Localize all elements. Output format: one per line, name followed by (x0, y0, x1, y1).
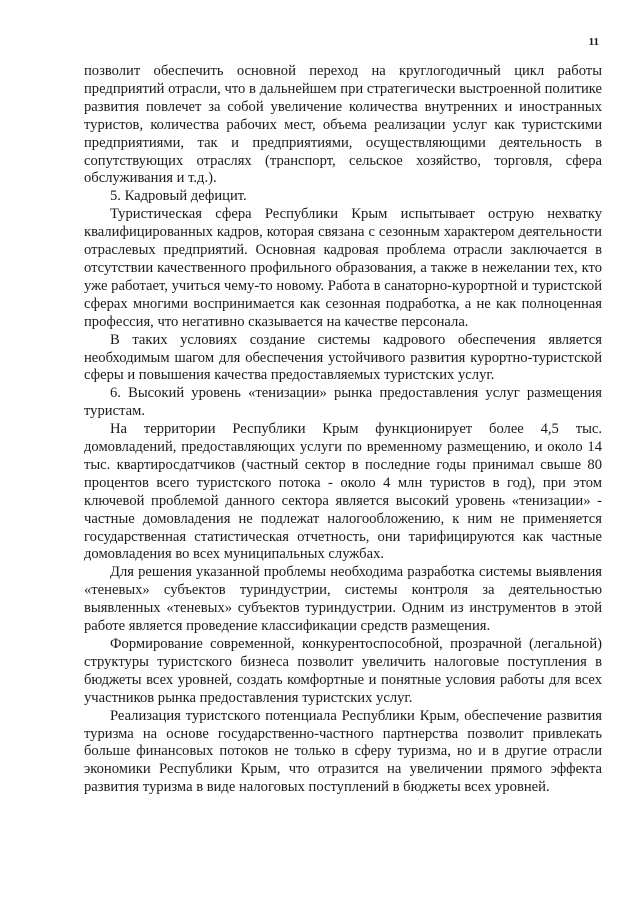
paragraph: Формирование современной, конкурентоспособной, прозрачной (легальной) структуры туристского бизнеса позволит увеличить налоговые поступления в бюджеты всех уровней, создать комфортные и понятные условия работы для всех участников рынка предоставления туристских услуг. (84, 636, 602, 706)
paragraph: Для решения указанной проблемы необходима разработка системы выявления «теневых» субъектов туриндустрии, системы контроля за деятельностью выявленных «теневых» субъектов туриндустрии. Одним из инструментов в этой работе является проведение классификации средств размещения. (84, 564, 602, 635)
paragraph: Реализация туристского потенциала Республики Крым, обеспечение развития туризма на основе государственно-частного партнерства позволит привлекать больше финансовых потоков не только в сферу туризма, но и в другие отрасли экономики Республики Крым, что отразится на увеличении прямого эффекта развития туризма в виде налоговых поступлений в бюджеты всех уровней. (84, 707, 602, 796)
paragraph: В таких условиях создание системы кадрового обеспечения является необходимым шагом для обеспечения устойчивого развития курортно-туристской сферы и повышения качества предоставляемых туристских услуг. (84, 331, 602, 384)
paragraph-continuation: позволит обеспечить основной переход на круглогодичный цикл работы предприятий отрасли, что в дальнейшем при стратегически выстроенной политике развития повлечет за собой увеличение количества внутренних и иностранных туристов, количества рабочих мест, объема реализации услуг как туристскими предприятиями, так и предприятиями, осуществляющими деятельность в сопутствующих отраслях (транспорт, сельское хозяйство, торговля, сфера обслуживания и т.д.). (84, 63, 602, 187)
paragraph-heading-staff-deficit: 5. Кадровый дефицит. (110, 188, 247, 205)
paragraph: Туристическая сфера Республики Крым испытывает острую нехватку квалифицированных кадров, которая связана с сезонным характером деятельности отраслевых предприятий. Основная кадровая проблема отрасли заключается в отсутствии качественного профильного образования, а также в нежелании тех, кто уже работает, учиться чему-то новому. Работа в санаторно-курортной и туристской сферах многими воспринимается как сезонная подработка, а не как полноценная профессия, что негативно сказывается на качестве персонала. (84, 206, 602, 330)
page-number: 11 (588, 36, 599, 48)
paragraph-heading-shadow-market: 6. Высокий уровень «тенизации» рынка предоставления услуг размещения туристам. (84, 385, 602, 420)
document-body (84, 63, 602, 797)
paragraph: На территории Республики Крым функционирует более 4,5 тыс. домовладений, предоставляющих услуги по временному размещению, и около 14 тыс. квартиросдатчиков (частный сектор в последние годы принимал свыше 80 процентов всего туристского потока - около 4 млн туристов в год), при этом ключевой проблемой данного сектора является высокий уровень «тенизации» - частные домовладения не подлежат налогообложению, к ним не применяется государственная статистическая отчетность, они тарифицируются как частные домовладения во всех муниципальных службах. (84, 421, 602, 563)
